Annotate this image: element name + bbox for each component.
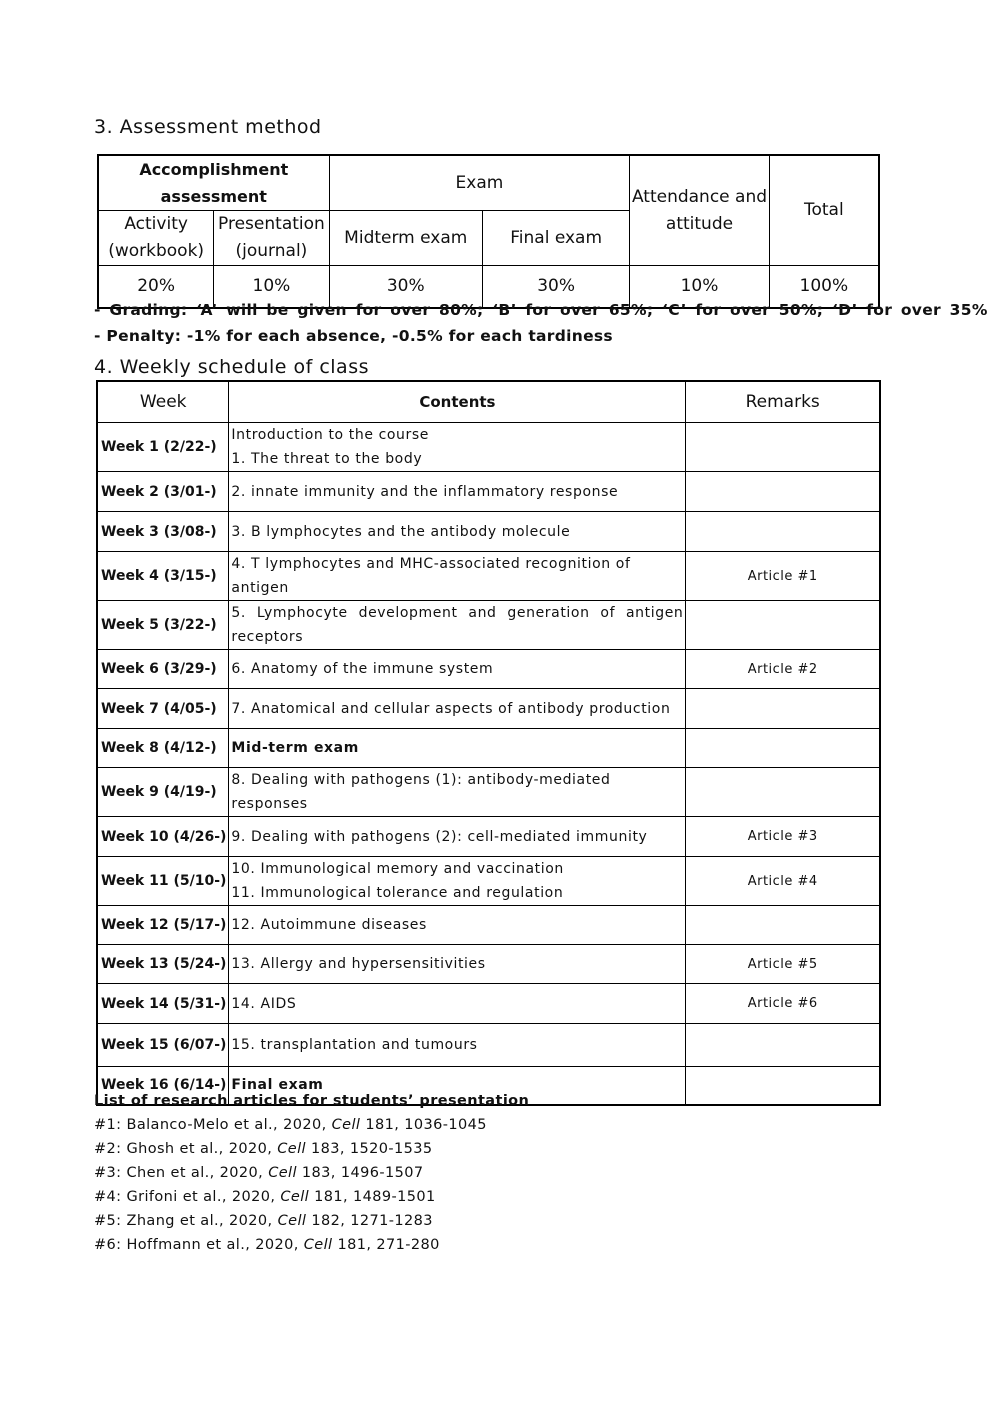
remarks-cell: Article #5 xyxy=(686,945,880,984)
contents-cell xyxy=(229,768,686,817)
week-cell: Week 4 (3/15-) xyxy=(97,552,229,601)
schedule-section-title: 4. Weekly schedule of class xyxy=(94,356,369,378)
attendance-header: Attendance and attitude xyxy=(630,155,769,266)
contents-cell xyxy=(229,601,686,650)
contents-cell xyxy=(229,857,686,906)
week-cell: Week 10 (4/26-) xyxy=(97,817,229,857)
schedule-row xyxy=(97,689,880,729)
remarks-cell xyxy=(686,601,880,650)
article-ref: 181, 1036-1045 xyxy=(365,1117,487,1133)
contents-line: 8. Dealing with pathogens (1): antibody-mediated responses xyxy=(231,772,611,812)
week-cell: Week 15 (6/07-) xyxy=(97,1024,229,1067)
week-cell: Week 7 (4/05-) xyxy=(97,689,229,729)
contents-cell xyxy=(229,552,686,601)
week-cell: Week 12 (5/17-) xyxy=(97,906,229,945)
schedule-row xyxy=(97,472,880,512)
article-journal: Cell xyxy=(331,1117,361,1133)
article-journal: Cell xyxy=(268,1165,297,1181)
article-item xyxy=(94,1161,529,1185)
week-header: Week xyxy=(97,381,229,423)
article-journal: Cell xyxy=(277,1141,306,1157)
contents-line: Final exam xyxy=(231,1077,324,1094)
article-item xyxy=(94,1137,529,1161)
schedule-row xyxy=(97,945,880,984)
contents-cell xyxy=(229,650,686,689)
week-cell: Week 9 (4/19-) xyxy=(97,768,229,817)
final-value: 30% xyxy=(482,266,629,308)
accomplishment-header: Accomplishment assessment xyxy=(98,155,329,211)
contents-cell xyxy=(229,729,686,768)
schedule-row xyxy=(97,729,880,768)
contents-line: 6. Anatomy of the immune system xyxy=(231,661,494,677)
activity-header: Activity (workbook) xyxy=(98,211,214,266)
week-cell: Week 6 (3/29-) xyxy=(97,650,229,689)
article-ref: 181, 271-280 xyxy=(337,1237,440,1253)
contents-line: 1. The threat to the body xyxy=(231,451,423,467)
contents-line: Mid-term exam xyxy=(231,740,359,756)
midterm-value: 30% xyxy=(329,266,482,308)
remarks-cell xyxy=(686,512,880,552)
total-value: 100% xyxy=(769,266,879,308)
remarks-cell xyxy=(686,1024,880,1067)
contents-cell xyxy=(229,906,686,945)
week-cell: Week 2 (3/01-) xyxy=(97,472,229,512)
article-authors: Zhang et al., 2020, xyxy=(126,1213,273,1229)
penalty-note: - Penalty: -1% for each absence, -0.5% for each tardiness xyxy=(94,327,613,345)
article-authors: Chen et al., 2020, xyxy=(126,1165,264,1181)
contents-line: 4. T lymphocytes and MHC-associated recognition of antigen xyxy=(231,556,631,596)
contents-line: 13. Allergy and hypersensitivities xyxy=(231,956,486,972)
contents-cell xyxy=(229,984,686,1024)
exam-header: Exam xyxy=(329,155,630,211)
schedule-row xyxy=(97,1024,880,1067)
week-cell: Week 8 (4/12-) xyxy=(97,729,229,768)
schedule-row xyxy=(97,423,880,472)
article-authors: Grifoni et al., 2020, xyxy=(126,1189,276,1205)
schedule-table xyxy=(96,380,881,1106)
article-list-heading: List of research articles for students’ presentation xyxy=(94,1093,530,1109)
presentation-value: 10% xyxy=(214,266,329,308)
article-num: #3: xyxy=(94,1165,122,1181)
contents-line: 5. Lymphocyte development and generation of antigen receptors xyxy=(231,605,684,645)
schedule-row xyxy=(97,650,880,689)
article-authors: Hoffmann et al., 2020, xyxy=(126,1237,299,1253)
contents-line: Introduction to the course xyxy=(231,427,429,443)
contents-cell xyxy=(229,945,686,984)
activity-value: 20% xyxy=(98,266,214,308)
schedule-row xyxy=(97,601,880,650)
contents-cell xyxy=(229,817,686,857)
article-ref: 183, 1496-1507 xyxy=(301,1165,424,1181)
week-cell: Week 11 (5/10-) xyxy=(97,857,229,906)
schedule-row xyxy=(97,768,880,817)
remarks-cell: Article #1 xyxy=(686,552,880,601)
week-cell: Week 3 (3/08-) xyxy=(97,512,229,552)
remarks-cell xyxy=(686,906,880,945)
remarks-cell xyxy=(686,729,880,768)
contents-line: 7. Anatomical and cellular aspects of antibody production xyxy=(231,700,671,717)
article-authors: Ghosh et al., 2020, xyxy=(126,1141,273,1157)
midterm-header: Midterm exam xyxy=(329,211,482,266)
article-num: #1: xyxy=(94,1117,122,1133)
article-num: #4: xyxy=(94,1189,122,1205)
grading-note: - Grading: ‘A’ will be given for over 80%; ‘B’ for over 65%; ‘C’ for over 50%; ‘D’ for over 35% xyxy=(94,301,988,319)
remarks-cell: Article #6 xyxy=(686,984,880,1024)
schedule-row xyxy=(97,552,880,601)
article-authors: Balanco-Melo et al., 2020, xyxy=(126,1117,327,1133)
article-item xyxy=(94,1233,529,1257)
article-num: #6: xyxy=(94,1237,122,1253)
schedule-row xyxy=(97,984,880,1024)
article-ref: 183, 1520-1535 xyxy=(310,1141,433,1157)
contents-line: 14. AIDS xyxy=(231,995,297,1012)
article-num: #5: xyxy=(94,1213,122,1229)
remarks-cell: Article #4 xyxy=(686,857,880,906)
remarks-cell xyxy=(686,423,880,472)
contents-line: 2. innate immunity and the inflammatory response xyxy=(231,483,619,500)
assessment-section-title: 3. Assessment method xyxy=(94,116,322,138)
contents-line: 3. B lymphocytes and the antibody molecule xyxy=(231,523,571,540)
contents-line: 12. Autoimmune diseases xyxy=(231,917,427,933)
contents-line: 9. Dealing with pathogens (2): cell-mediated immunity xyxy=(231,828,648,845)
remarks-cell xyxy=(686,689,880,729)
week-cell: Week 14 (5/31-) xyxy=(97,984,229,1024)
week-cell: Week 5 (3/22-) xyxy=(97,601,229,650)
contents-cell xyxy=(229,472,686,512)
contents-line: 10. Immunological memory and vaccination xyxy=(231,861,564,877)
schedule-row xyxy=(97,857,880,906)
remarks-cell xyxy=(686,472,880,512)
contents-cell xyxy=(229,689,686,729)
article-num: #2: xyxy=(94,1141,122,1157)
article-journal: Cell xyxy=(277,1213,307,1229)
article-item xyxy=(94,1113,529,1137)
week-cell: Week 1 (2/22-) xyxy=(97,423,229,472)
remarks-cell: Article #3 xyxy=(686,817,880,857)
contents-cell xyxy=(229,423,686,472)
contents-header: Contents xyxy=(229,381,686,423)
schedule-row xyxy=(97,906,880,945)
article-list xyxy=(94,1089,529,1257)
presentation-header: Presentation (journal) xyxy=(214,211,329,266)
total-header: Total xyxy=(769,155,879,266)
attendance-value: 10% xyxy=(630,266,769,308)
article-ref: 181, 1489-1501 xyxy=(314,1189,436,1205)
article-item xyxy=(94,1209,529,1233)
article-journal: Cell xyxy=(303,1237,333,1253)
schedule-row xyxy=(97,817,880,857)
remarks-header: Remarks xyxy=(686,381,880,423)
contents-cell xyxy=(229,1024,686,1067)
contents-line: 11. Immunological tolerance and regulation xyxy=(231,885,564,901)
remarks-cell: Article #2 xyxy=(686,650,880,689)
remarks-cell xyxy=(686,1067,880,1105)
article-ref: 182, 1271-1283 xyxy=(311,1213,433,1229)
week-cell: Week 13 (5/24-) xyxy=(97,945,229,984)
final-header: Final exam xyxy=(482,211,629,266)
remarks-cell xyxy=(686,768,880,817)
article-item xyxy=(94,1185,529,1209)
contents-line: 15. transplantation and tumours xyxy=(231,1037,478,1053)
contents-cell xyxy=(229,512,686,552)
assessment-table xyxy=(97,154,880,309)
schedule-row xyxy=(97,512,880,552)
article-journal: Cell xyxy=(280,1189,310,1205)
week-cell: Week 16 (6/14-) xyxy=(97,1067,229,1105)
